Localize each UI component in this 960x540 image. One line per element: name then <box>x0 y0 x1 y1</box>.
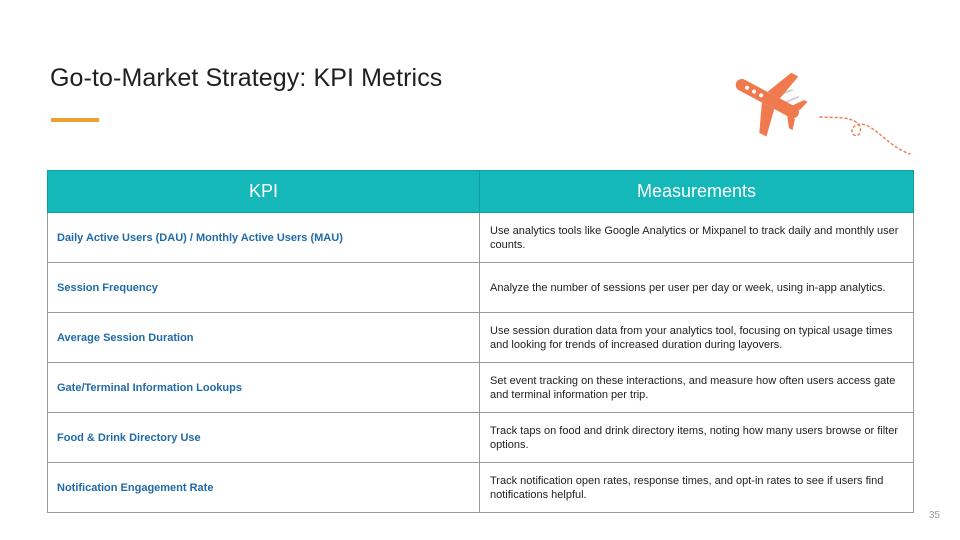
kpi-cell: Daily Active Users (DAU) / Monthly Active Users (MAU) <box>48 213 480 263</box>
measurement-cell: Track notification open rates, response times, and opt-in rates to see if users find notifications helpful. <box>480 463 914 513</box>
header-kpi: KPI <box>48 171 480 213</box>
measurement-cell: Use analytics tools like Google Analytics or Mixpanel to track daily and monthly user counts. <box>480 213 914 263</box>
airplane-icon <box>722 60 917 160</box>
table-row <box>48 263 914 313</box>
slide-title: Go-to-Market Strategy: KPI Metrics <box>50 64 443 92</box>
kpi-cell: Food & Drink Directory Use <box>48 413 480 463</box>
measurement-cell: Track taps on food and drink directory items, noting how many users browse or filter options. <box>480 413 914 463</box>
table-row <box>48 363 914 413</box>
page-number: 35 <box>928 510 940 521</box>
header-measurements: Measurements <box>480 171 914 213</box>
kpi-table <box>47 170 914 513</box>
table-row <box>48 413 914 463</box>
kpi-cell: Notification Engagement Rate <box>48 463 480 513</box>
kpi-cell: Gate/Terminal Information Lookups <box>48 363 480 413</box>
title-accent-bar <box>51 118 99 122</box>
dotted-flight-path <box>820 117 910 154</box>
measurement-cell: Analyze the number of sessions per user per day or week, using in-app analytics. <box>480 263 914 313</box>
kpi-cell: Average Session Duration <box>48 313 480 363</box>
table-row <box>48 313 914 363</box>
kpi-cell: Session Frequency <box>48 263 480 313</box>
table-row <box>48 463 914 513</box>
measurement-cell: Use session duration data from your analytics tool, focusing on typical usage times and looking for trends of increased duration during layovers. <box>480 313 914 363</box>
measurement-cell: Set event tracking on these interactions, and measure how often users access gate and terminal information per trip. <box>480 363 914 413</box>
table-header-row <box>48 171 914 213</box>
table-row <box>48 213 914 263</box>
